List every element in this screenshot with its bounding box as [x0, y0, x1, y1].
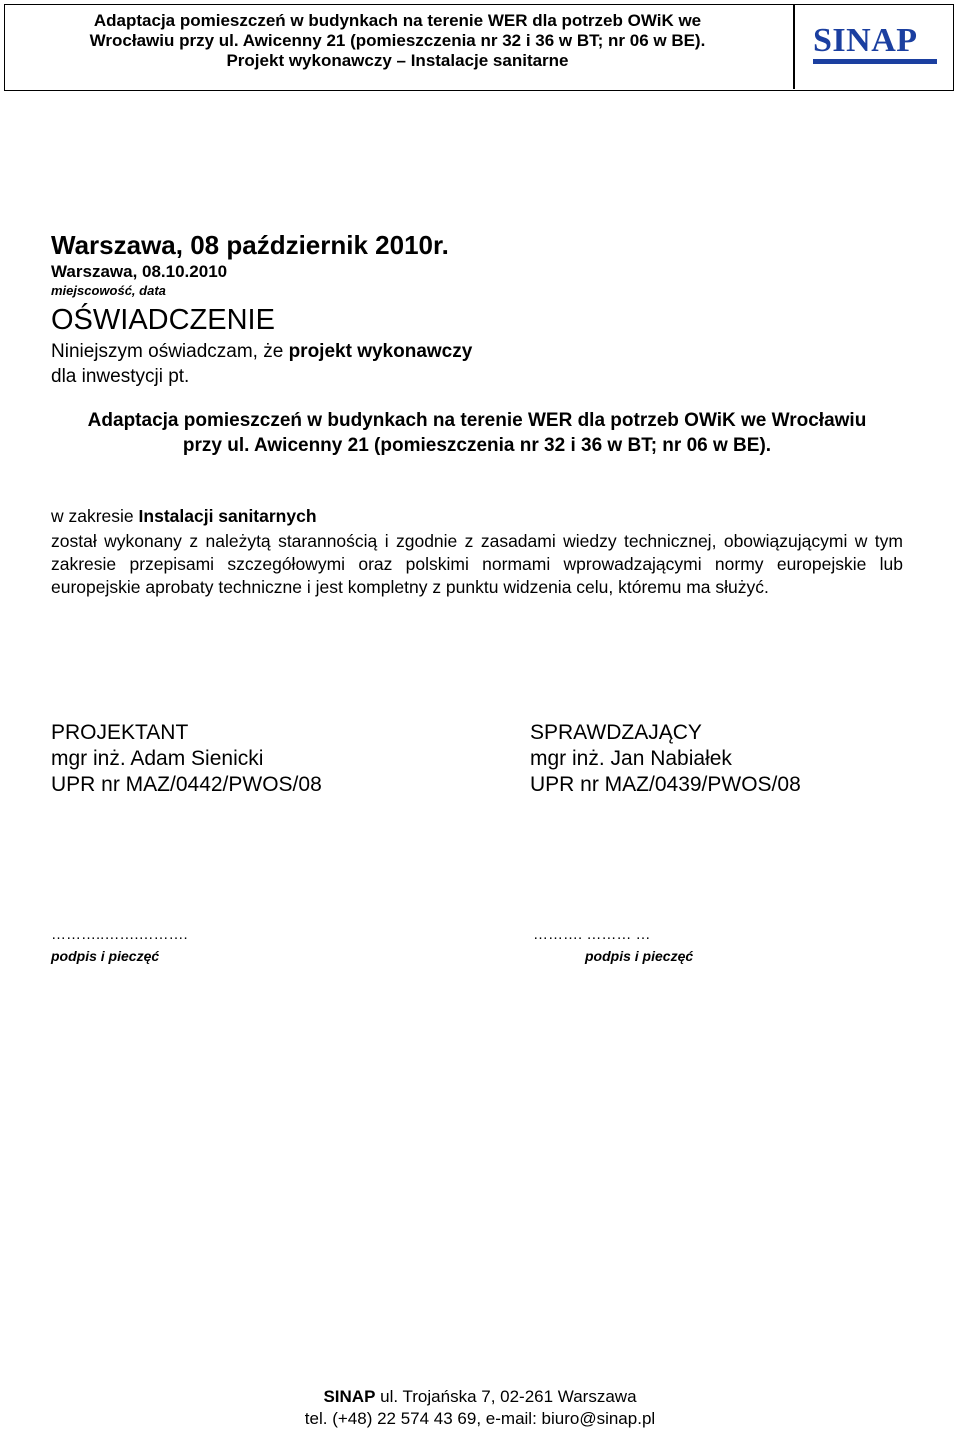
date-full: Warszawa, 08 październik 2010r.	[51, 230, 449, 260]
date-caption: miejscowość, data	[51, 283, 166, 298]
footer-address: ul. Trojańska 7, 02-261 Warszawa	[375, 1387, 637, 1406]
statement-top	[51, 228, 903, 388]
designer-signature-line: ………..…….……….	[51, 926, 188, 943]
statement-heading: OŚWIADCZENIE	[51, 304, 275, 336]
designer-role: PROJEKTANT	[51, 721, 189, 744]
checker-license: UPR nr MAZ/0439/PWOS/08	[530, 773, 801, 796]
date-numeric: Warszawa, 08.10.2010	[51, 262, 228, 281]
project-title-line-2: przy ul. Awicenny 21 (pomieszczenia nr 32 i 36 w BT; nr 06 w BE).	[182, 435, 772, 456]
scope-discipline: Instalacji sanitarnych	[138, 506, 317, 526]
project-title	[51, 408, 903, 458]
designer-license: UPR nr MAZ/0442/PWOS/08	[51, 773, 322, 796]
header-title-line-3: Projekt wykonawczy – Instalacje sanitarne	[226, 51, 569, 70]
statement-intro	[51, 340, 903, 363]
signature-block-checker	[530, 720, 801, 798]
footer-company: SINAP	[323, 1387, 376, 1406]
intro-project-type: projekt wykonawczy	[288, 341, 473, 362]
header-title-line-1: Adaptacja pomieszczeń w budynkach na terenie WER dla potrzeb OWiK we	[93, 11, 702, 30]
scope-body: został wykonany z należytą starannością i zgodnie z zasadami wiedzy technicznej, obowiązującymi w tym zakresie przepisami szczegółowymi oraz polskimi normami wprowadzającymi normy europejskie lub europejskie aprobaty techniczne i jest kompletny z punktu widzenia celu, któremu ma służyć.	[51, 531, 903, 597]
sinap-logo-underline	[813, 59, 937, 64]
checker-signature-caption: podpis i pieczęć	[585, 948, 694, 964]
project-title-line-1: Adaptacja pomieszczeń w budynkach na terenie WER dla potrzeb OWiK we Wrocławiu	[87, 410, 867, 431]
document-footer	[0, 1386, 960, 1430]
scope-prefix: w zakresie	[51, 506, 139, 526]
footer-contact: tel. (+48) 22 574 43 69, e-mail: biuro@sinap.pl	[304, 1409, 656, 1428]
footer-address-line	[0, 1386, 960, 1408]
signature-block-designer	[51, 720, 322, 798]
designer-name: mgr inż. Adam Sienicki	[51, 747, 264, 770]
intro-prefix: Niniejszym oświadczam, że	[51, 341, 289, 362]
sinap-logo: SINAP	[813, 22, 918, 59]
statement-scope	[51, 505, 903, 599]
checker-role: SPRAWDZAJĄCY	[530, 721, 702, 744]
statement-intro-line-2: dla inwestycji pt.	[51, 366, 190, 387]
designer-signature-caption: podpis i pieczęć	[51, 948, 160, 964]
header-title	[5, 11, 790, 71]
checker-signature-line: ………. ……… …	[533, 926, 651, 943]
header-divider	[793, 5, 795, 89]
checker-name: mgr inż. Jan Nabiałek	[530, 747, 732, 770]
header-title-line-2: Wrocławiu przy ul. Awicenny 21 (pomieszczenia nr 32 i 36 w BT; nr 06 w BE).	[89, 31, 706, 50]
document-header	[4, 4, 954, 91]
scope-heading	[51, 505, 903, 528]
